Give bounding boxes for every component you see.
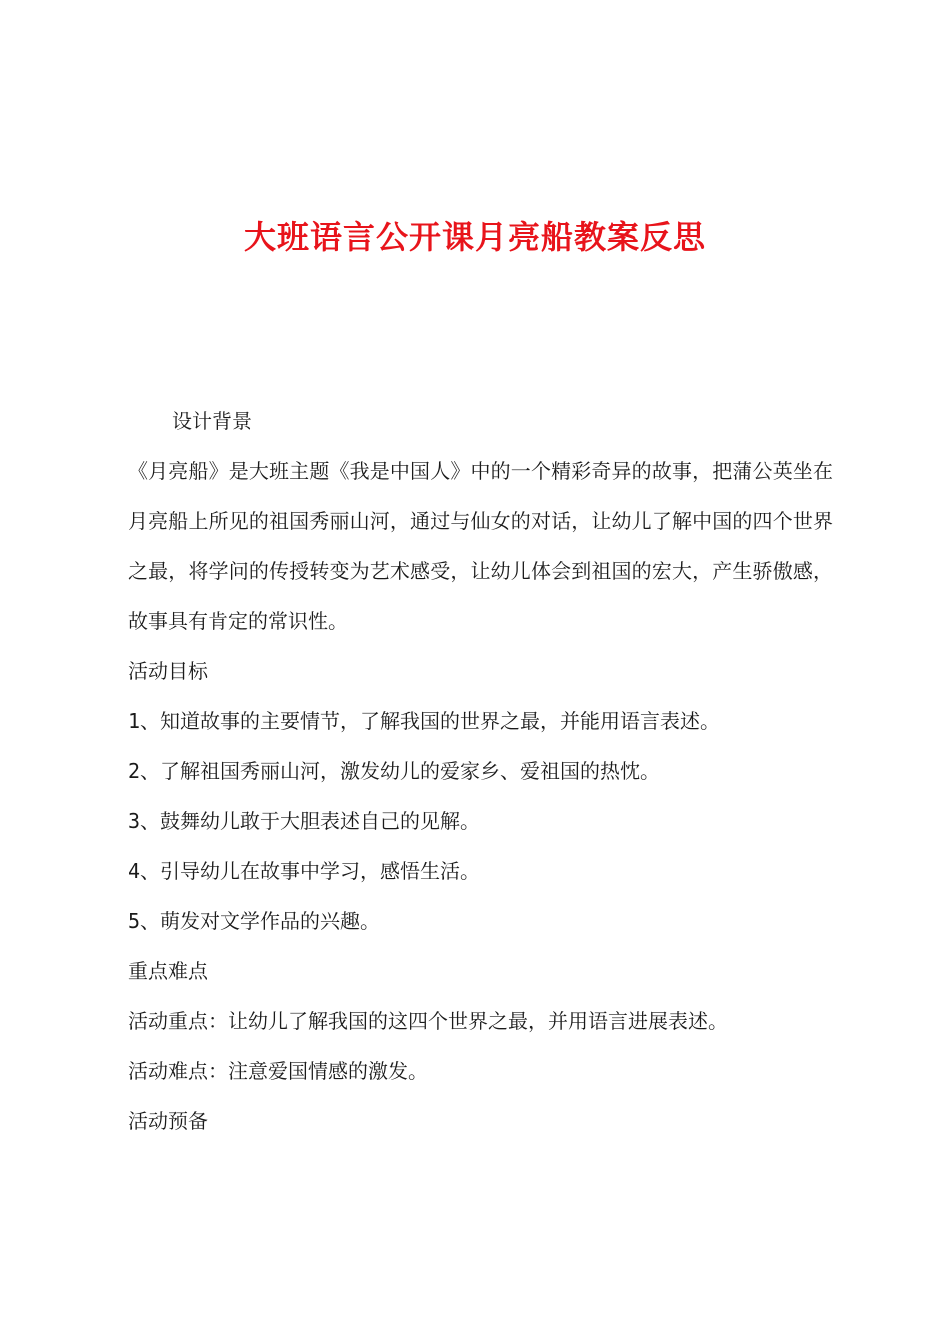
goal-item: 2、了解祖国秀丽山河，激发幼儿的爱家乡、爱祖国的热忱。: [128, 759, 661, 783]
difficult-point-text: 活动难点：注意爱国情感的激发。: [128, 1059, 428, 1083]
goal-item: 4、引导幼儿在故事中学习，感悟生活。: [128, 859, 481, 883]
document-title: 大班语言公开课月亮船教案反思: [243, 218, 706, 256]
design-background-heading: 设计背景: [172, 409, 252, 433]
document-body: [128, 396, 833, 1146]
key-points-heading: 重点难点: [128, 959, 208, 983]
design-background-paragraph: 《月亮船》是大班主题《我是中国人》中的一个精彩奇异的故事，把蒲公英坐在月亮船上所见的祖国秀丽山河，通过与仙女的对话，让幼儿了解中国的四个世界之最，将学问的传授转变为艺术感受，让幼儿体会到祖国的宏大，产生骄傲感，故事具有肯定的常识性。: [128, 459, 833, 633]
goal-item: 1、知道故事的主要情节，了解我国的世界之最，并能用语言表述。: [128, 709, 721, 733]
goal-item: 5、萌发对文学作品的兴趣。: [128, 909, 381, 933]
key-point-text: 活动重点：让幼儿了解我国的这四个世界之最，并用语言进展表述。: [128, 1009, 728, 1033]
goal-item: 3、鼓舞幼儿敢于大胆表述自己的见解。: [128, 809, 481, 833]
goals-heading: 活动目标: [128, 659, 208, 683]
preparation-heading: 活动预备: [128, 1109, 208, 1133]
